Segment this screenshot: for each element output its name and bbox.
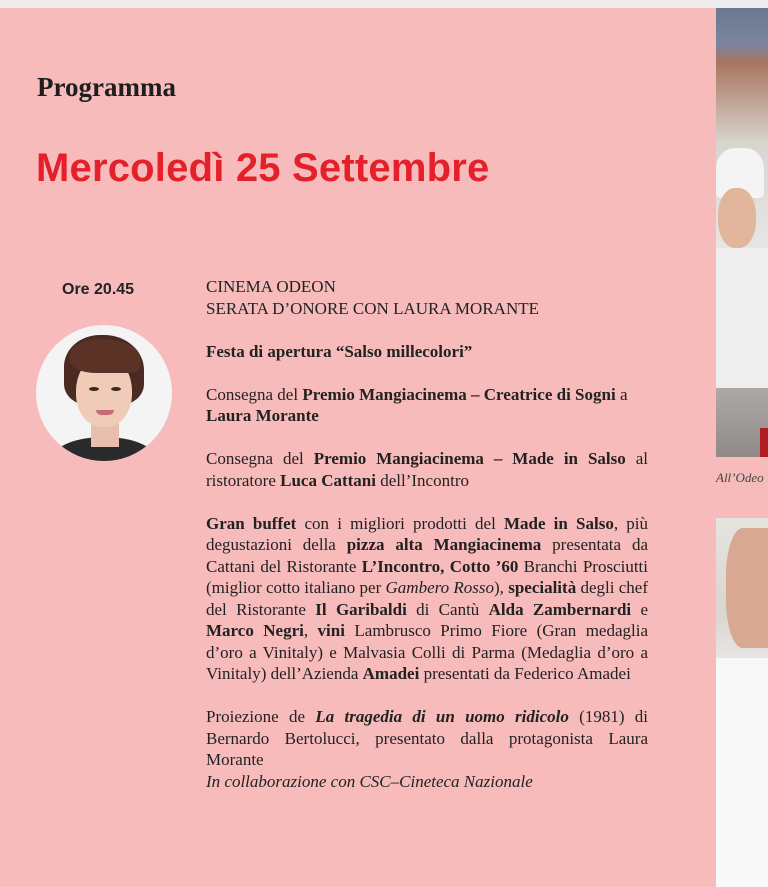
- section-heading: Programma: [37, 72, 176, 102]
- collaboration-note: In collaborazione con CSC–Cineteca Nazionale: [206, 771, 533, 791]
- opening-party: Festa di apertura “Salso millecolori”: [206, 341, 473, 361]
- photo-caption: All’Odeo: [716, 470, 764, 485]
- screening-paragraph: Proiezione de La tragedia di un uomo ridicolo (1981) di Bernardo Bertolucci, presentato dalla protagonista Laura Morante: [206, 707, 649, 769]
- top-bar: [0, 0, 768, 8]
- award-1: Consegna del Premio Mangiacinema – Creatrice di Sogni a Laura Morante: [206, 384, 628, 425]
- date-title: Mercoledì 25 Settembre: [36, 146, 490, 190]
- event-description: [206, 276, 648, 792]
- side-photo-top: [716, 8, 768, 457]
- award-2: Consegna del Premio Mangiacinema – Made in Salso al ristoratore Luca Cattani dell’Incontro: [206, 449, 648, 490]
- venue: CINEMA ODEON: [206, 277, 336, 296]
- event-subtitle: SERATA D’ONORE CON LAURA MORANTE: [206, 298, 539, 318]
- event-time: Ore 20.45: [62, 281, 135, 298]
- portrait-photo: [36, 325, 172, 461]
- buffet-paragraph: Gran buffet con i migliori prodotti del Made in Salso, più degustazioni della pizza alta Mangiacinema presentata da Cattani del Ristorante L’Incontro, Cotto ’60 Branchi Prosciutti (miglior cotto italiano per Gambero Rosso), specialità degli chef del Ristorante Il Garibaldi di Cantù Alda Zambernardi e Marco Negri, vini Lambrusco Primo Fiore (Gran medaglia d’oro a Vinitaly) e Malvasia Colli di Parma (Medaglia d’oro a Vinitaly) dell’Azienda Amadei presentati da Federico Amadei: [206, 513, 649, 683]
- side-photo-bottom: [716, 518, 768, 887]
